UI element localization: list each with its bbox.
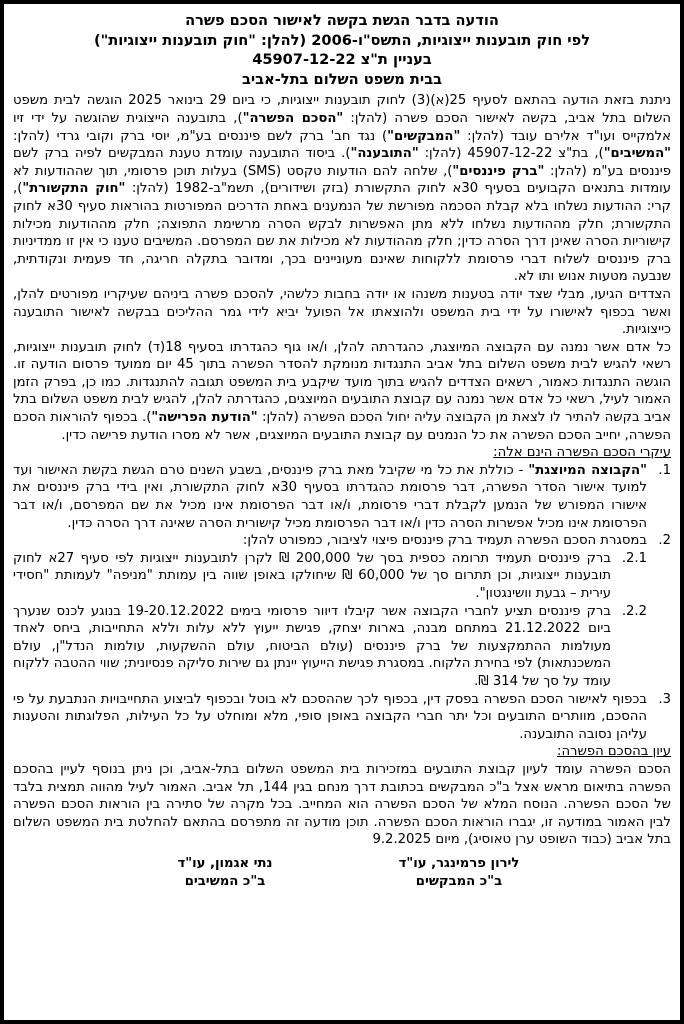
list-item-1 bbox=[13, 462, 671, 532]
list-item-2 bbox=[13, 532, 671, 550]
signature-name: נתי אגמון, עו"ד bbox=[177, 855, 273, 871]
list-item-text: ברק פיננסים תעמיד תרומה כספית בסך של 200,000 ₪ לקרן לתובענות ייצוגיות לפי סעיף 27א לחוק תובענות ייצוגיות, וכן תתרום סך של 60,000 ₪ שיחולקו באופן שווה בין עמותת "מניפה" לעמותת "חסידי עירית – גבעת וושינגטון". bbox=[13, 550, 611, 601]
paragraph-agreement: הצדדים הגיעו, מבלי שצד יודה בטענות משנהו או יודה בחבות כלשהי, להסכם פשרה ביניהם שעיקריו מפורטים להלן, ואשר בכפוף לאישורו על ידי בית המשפט ולהוצאתו אל הפועל יביא לידי גמר ההליכים בבקשה לאישור התובענה כייצוגיות. bbox=[13, 286, 671, 338]
signature-block bbox=[13, 849, 671, 890]
signature-respondents-counsel bbox=[108, 855, 342, 890]
list-item-number: 1. bbox=[658, 462, 671, 478]
settlement-principles-heading: עיקרי הסכם הפשרה הינם אלה: bbox=[493, 445, 671, 461]
list-item-2-1 bbox=[13, 550, 647, 603]
signature-name: לירון פרמינגר, עו"ד bbox=[398, 855, 520, 871]
court-name: בבית משפט השלום בתל-אביב bbox=[241, 70, 442, 88]
list-item-text: בכפוף לאישור הסכם הפשרה בפסק דין, בכפוף לכך שההסכם לא בוטל ובכפוף לביצוע התחייבויות הנתבעת על פי ההסכם, מוותרים התובעים וכל יתר חברי הקבוצה באופן סופי, מלא ומוחלט על כל העילות, הפלוגתות והטענות עליהן נסובה התובענה. bbox=[13, 691, 647, 742]
signature-petitioners-counsel bbox=[342, 855, 576, 890]
case-number: בעניין ת"צ 45907-12-22 bbox=[252, 51, 432, 69]
paragraph-objections: כל אדם אשר נמנה עם הקבוצה המיוצגת, כהגדרתה להלן, ו/או גוף כהגדרתו בסעיף 18(ד) לחוק תובענות ייצוגיות, רשאי להגיש לבית משפט השלום בתל אביב התנגדות מנומקת להסדר הפשרה בתוך 45 יום ממועד פרסום הודעה זו. הוגשה התנגדות כאמור, רשאים הצדדים להגיש בתוך מועד שיקבע בית המשפט תגובה להתנגדות. כמו כן, בפרק הזמן האמור לעיל, רשאי כל אדם אשר נמנה עם קבוצת התובעים המיוצגים, כהגדרתה להלן, להגיש לבית משפט השלום בתל אביב בקשה להתיר לו לצאת מן הקבוצה עליה יחול הסכם הפשרה (להלן: "הודעת הפרישה"). בכפוף להוראות הסכם הפשרה, יחייב הסכם הפשרה את כל הנמנים עם קבוצת התובעים המיוצגים, אשר לא מסרו הודעת פרישה כדין. bbox=[13, 339, 671, 443]
list-item-number: 2. bbox=[658, 533, 671, 549]
list-item-number: 2.1. bbox=[621, 550, 647, 566]
paragraph-review: הסכם הפשרה עומד לעיון קבוצת התובעים במזכירות בית המשפט השלום בתל-אביב, וכן ניתן בנוסף לעיין בהסכם הפשרה בתיאום מראש אצל ב"כ המבקשים בכתובת דרך מנחם בגין 144, תל אביב. האמור לעיל מהווה תמצית בלבד של הסכם הפשרה. הנוסח המלא של הסכם הפשרה הוא המחייב. בכל מקרה של סתירה בין הוראות הסכם הפשרה לבין האמור במודעה זו, יגברו הוראות הסכם הפשרה. תוכן מודעה זה מתפרסם בהתאם להחלטת בית המשפט השלום בתל אביב (כבוד השופט ערן טאוסיג), מיום 9.2.2025 bbox=[13, 761, 672, 848]
signature-role: ב"כ המשיבים bbox=[184, 873, 266, 889]
list-item-number: 2.2. bbox=[621, 603, 647, 619]
list-item-text: במסגרת הסכם הפשרה תעמיד ברק פיננסים פיצוי לציבור, כמפורט להלן: bbox=[242, 533, 647, 549]
list-item-text: "הקבוצה המיוצגת" - כוללת את כל מי שקיבל מאת ברק פיננסים, בשבע השנים טרם הגשת בקשת האישור ועד למועד אישור הסדר הפשרה, דבר פרסומת כהגדרתו בסעיף 30א לחוק התקשורת, ואין בידי ברק פיננסים את אישורו המפורש של הנמען לקבלת דברי פרסומת, ו/או דבר הפרסומת אינו מכיל את שם המפרסם, ו/או דבר הפרסומת אינו מכיל אפשרות הסרה כדין ו/או דבר הפרסומת מכיל קישורית הסרה שאינה דרך הסרה כדין. bbox=[13, 462, 647, 531]
law-reference: לפי חוק תובענות ייצוגיות, התשס"ו-2006 (להלן: "חוק תובענות ייצוגיות") bbox=[93, 31, 591, 49]
document-body bbox=[13, 92, 671, 890]
notice-title: הודעה בדבר הגשת בקשה לאישור הסכם פשרה bbox=[185, 12, 499, 29]
list-item-3 bbox=[13, 691, 671, 744]
review-heading: עיון בהסכם הפשרה: bbox=[557, 744, 671, 760]
document-header bbox=[13, 11, 671, 89]
signature-role: ב"כ המבקשים bbox=[415, 873, 503, 889]
paragraph-intro: ניתנת בזאת הודעה בהתאם לסעיף 25(א)(3) לחוק תובענות ייצוגיות, כי ביום 29 בינואר 2025 הוגשה לבית משפט השלום בתל אביב, בקשה לאישור הסכם פשרה (להלן: "הסכם הפשרה"), בתובענה הייצוגית שהוגשה על ידי זיו אלמקייס ועו"ד אלירם עובד (להלן: "המבקשים") נגד חב' ברק לשם פיננסים בע"מ, יוסי ברק וקובי גרדי (להלן: "המשיבים"), בת"צ 45907-12-22 (להלן: "התובענה"). ביסוד התובענה עומדת טענת המבקשים לפיה ברק לשם פיננסים בע"מ (להלן: "ברק פיננסים"), שלחה להם הודעות טקסט (SMS) בעלות תוכן פרסומי, תוך שההודעות לא עומדות בתנאים הקבועים בסעיף 30א לחוק התקשורת (בזק ושידורים), תשמ"ב-1982 (להלן: "חוק התקשורת"), קרי: ההודעות נשלחו בלא קבלת הסכמה מפורשת של הנמענים באחת הדרכים המפורטות בהוראות סעיף 30א לחוק התקשורת; חלק מההודעות נשלחו ללא מתן האפשרות לבקש הסרה מרשימת התפוצה; חלק מההודעות מכילות קישוריות הסרה שאינן דרך הסרה כדין; חלק מההודעות לא מכילות את שם המפרסם. המשיבים טענו כי אין זו ממדיניות ברק פיננסים לשלוח דברי פרסומת ללקוחות שאינם מעוניינים בכך, ומדובר בתקלה חריגה, חד פעמית ונקודתית, שנבעה מטעות אנוש ותו לא. bbox=[13, 93, 672, 285]
list-item-text: ברק פיננסים תציע לחברי הקבוצה אשר קיבלו דיוור פרסומי בימים 19-20.12.2022 בנוגע לכנס שנערך ביום 21.12.2022 במתחם מבנה, בארות יצחק, פגישת ייעוץ ללא עלות וללא התחייבות, ביחס לאחד מעולמות ההתמקצעות של ברק פיננסים (עולם הביטוח, עולם ההשקעות, עולמות הנדל"ן, עולם המשכנתאות) לפי בחירת הלקוח. במסגרת פגישת הייעוץ יינתן גם שירות סליקה פנסיונית; שווי ההטבה ללקוח עומד על סך של 314 ₪. bbox=[13, 603, 611, 689]
list-item-number: 3. bbox=[658, 691, 671, 707]
list-item-2-2 bbox=[13, 603, 647, 691]
